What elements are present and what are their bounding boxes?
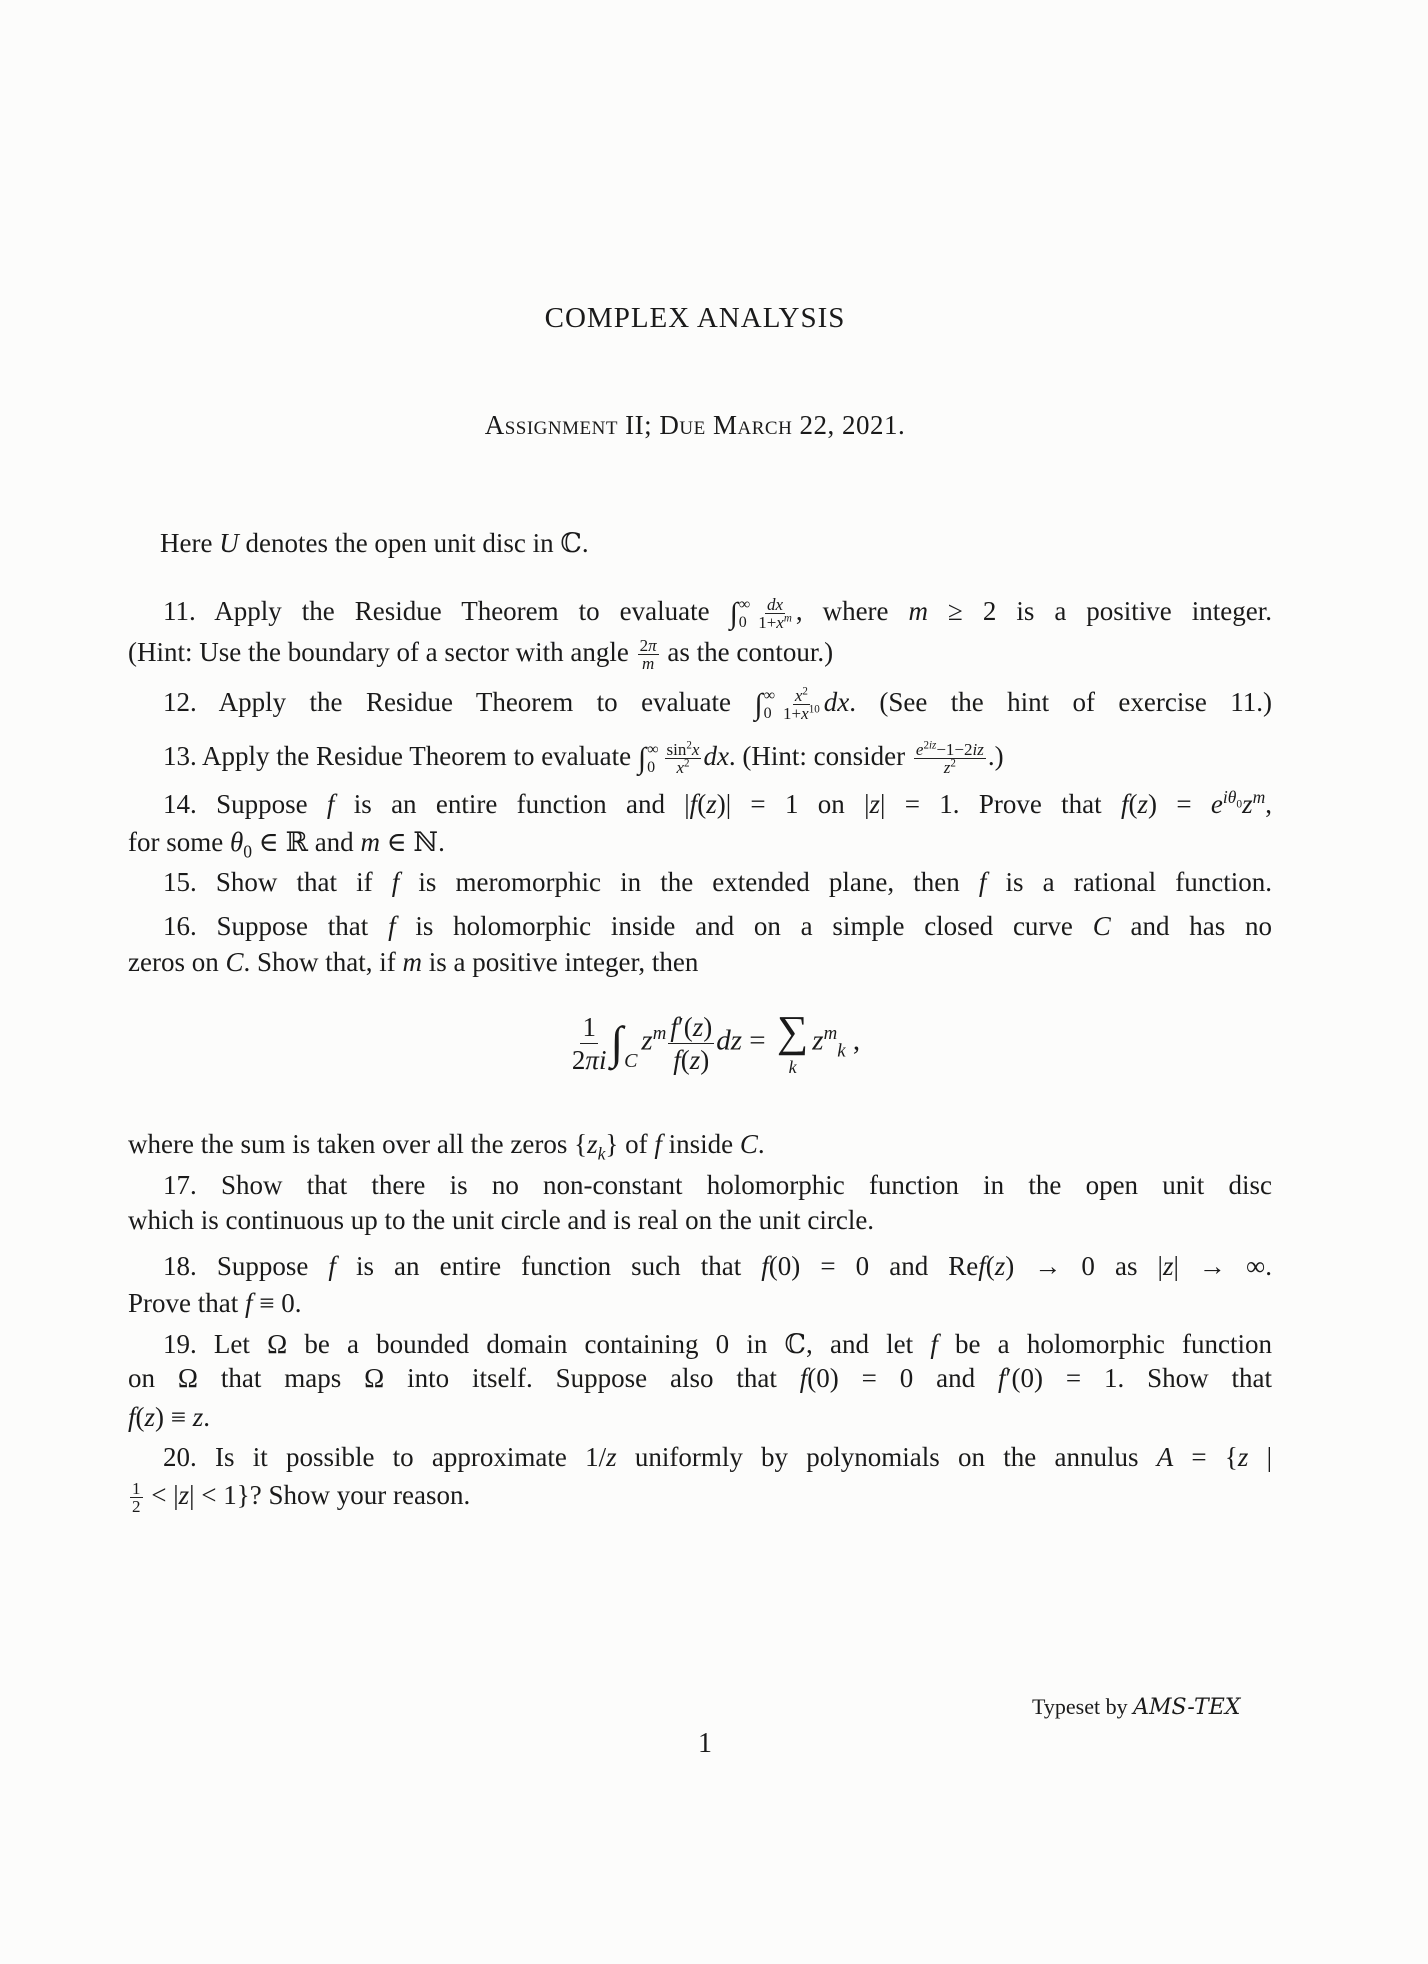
lower-limit: 0 bbox=[763, 704, 772, 722]
text: (0) = 0 and Re bbox=[768, 1251, 979, 1281]
problem-16-line-3 bbox=[128, 1126, 1272, 1162]
integral-sign-icon: ∫ bbox=[610, 1017, 624, 1068]
math-variable: z bbox=[641, 1024, 653, 1057]
text: ( bbox=[680, 1044, 690, 1075]
math-variable: z bbox=[587, 1129, 598, 1159]
text: , where bbox=[795, 596, 909, 626]
math-variable: m bbox=[652, 1023, 667, 1044]
math-variable: m bbox=[360, 827, 380, 857]
math-variable: z bbox=[869, 789, 881, 819]
text: on Ω that maps Ω into itself. Suppose also that bbox=[128, 1363, 800, 1393]
math-variable: f bbox=[391, 867, 400, 897]
denominator bbox=[674, 759, 691, 776]
math-variable: f bbox=[673, 1044, 681, 1075]
denominator bbox=[756, 614, 794, 631]
math-variable: m bbox=[1252, 787, 1266, 807]
text: ≡ 0. bbox=[252, 1288, 302, 1318]
problem-18-line-1 bbox=[163, 1248, 1272, 1284]
text: is an entire function such that bbox=[335, 1251, 762, 1281]
math-variable: C bbox=[739, 1129, 758, 1159]
problem-17-line-2 bbox=[128, 1202, 1272, 1238]
superscript bbox=[653, 1023, 667, 1044]
text: = bbox=[742, 1024, 773, 1057]
text: uniformly by polynomials on the annulus bbox=[616, 1442, 1157, 1472]
math-variable: z bbox=[706, 789, 717, 819]
upper-limit: ∞ bbox=[763, 686, 776, 704]
display-equation bbox=[0, 1007, 1428, 1077]
sigma-sign-icon: ∑ bbox=[776, 1007, 809, 1056]
integral-sign-icon: ∫ bbox=[754, 687, 763, 721]
math-variable: dz bbox=[716, 1024, 743, 1057]
text: for some bbox=[128, 827, 230, 857]
text: 2 bbox=[923, 739, 929, 752]
text: ∈ ℕ. bbox=[379, 827, 445, 857]
math-variable: x bbox=[691, 740, 700, 760]
text: )| = 1 on | bbox=[716, 789, 870, 819]
text: 2 bbox=[132, 1497, 141, 1517]
denominator bbox=[130, 1498, 143, 1515]
math-variable: π bbox=[648, 636, 657, 656]
problem-19-line-1 bbox=[163, 1326, 1272, 1362]
problem-19-line-2 bbox=[128, 1360, 1272, 1396]
text: ′(0) = 1. Show that bbox=[1005, 1363, 1272, 1393]
text: 1+ bbox=[758, 613, 777, 633]
text: , bbox=[845, 1024, 861, 1057]
text: 2 bbox=[639, 636, 649, 656]
math-variable: U bbox=[219, 528, 239, 558]
text: ) = bbox=[1148, 789, 1211, 819]
text: is a rational function. bbox=[986, 867, 1273, 897]
text: 14. Suppose bbox=[163, 789, 327, 819]
upper-limit: ∞ bbox=[738, 595, 751, 613]
text: is an entire function and | bbox=[334, 789, 690, 819]
text: (Hint: Use the boundary of a sector with angle bbox=[128, 637, 636, 667]
text: 17. Show that there is no non-constant holomorphic function in the open unit disc bbox=[163, 1170, 1272, 1200]
fraction bbox=[914, 741, 986, 776]
text: ( bbox=[1128, 789, 1138, 819]
typeset-note bbox=[1032, 1694, 1240, 1720]
math-variable: x bbox=[794, 686, 803, 706]
problem-12 bbox=[163, 684, 1272, 723]
text: and has no bbox=[1110, 911, 1272, 941]
superscript bbox=[950, 758, 956, 770]
text: 16. Suppose that bbox=[163, 911, 389, 941]
math-variable: z bbox=[192, 1402, 204, 1432]
math-variable: f bbox=[244, 1288, 253, 1318]
text: , bbox=[1265, 789, 1272, 819]
text: is holomorphic inside and on a simple closed curve bbox=[395, 911, 1093, 941]
denominator bbox=[942, 759, 958, 776]
math-variable: f bbox=[654, 1129, 662, 1159]
integral-limits bbox=[739, 597, 750, 631]
lower-limit: 0 bbox=[647, 758, 656, 776]
text: ) bbox=[703, 1011, 713, 1042]
denominator bbox=[640, 655, 656, 672]
text: . bbox=[757, 1129, 765, 1159]
text: 15. Show that if bbox=[163, 867, 392, 897]
fraction bbox=[756, 596, 794, 631]
text: . Show that, if bbox=[243, 947, 403, 977]
text: 2 bbox=[950, 757, 956, 770]
problem-13 bbox=[163, 738, 1272, 777]
superscript bbox=[824, 1023, 838, 1044]
math-variable: iθ bbox=[1222, 787, 1237, 807]
math-variable: z bbox=[689, 1044, 701, 1075]
superscript bbox=[809, 704, 820, 716]
subscript bbox=[837, 1040, 845, 1061]
page-number: 1 bbox=[698, 1728, 712, 1759]
math-variable: f bbox=[1121, 789, 1129, 819]
math-variable: e bbox=[915, 740, 924, 760]
math-variable: z bbox=[1137, 789, 1149, 819]
text: is meromorphic in the extended plane, then bbox=[399, 867, 979, 897]
text: 18. Suppose bbox=[163, 1251, 329, 1281]
sum-index: k bbox=[788, 1057, 797, 1077]
math-variable: f bbox=[128, 1402, 136, 1432]
numerator bbox=[765, 596, 785, 614]
text: where the sum is taken over all the zeros { bbox=[128, 1129, 588, 1159]
math-variable: dx bbox=[823, 687, 850, 717]
problem-16-line-1 bbox=[163, 908, 1272, 944]
text: ) → 0 as | bbox=[1005, 1251, 1163, 1281]
text: . bbox=[203, 1402, 211, 1432]
math-variable: dx bbox=[703, 741, 729, 771]
text: as the contour.) bbox=[660, 637, 834, 667]
math-variable: dx bbox=[766, 595, 784, 615]
numerator bbox=[665, 741, 702, 759]
math-variable: x bbox=[776, 613, 784, 633]
math-variable: f bbox=[761, 1251, 769, 1281]
text: ∈ ℝ and bbox=[252, 827, 361, 857]
text: ( bbox=[135, 1402, 145, 1432]
math-variable: m bbox=[908, 596, 929, 626]
superscript bbox=[1253, 787, 1266, 807]
superscript bbox=[784, 613, 792, 625]
text: | < 1}? Show your reason. bbox=[189, 1480, 471, 1510]
text: | → ∞. bbox=[1173, 1251, 1272, 1281]
text: Prove that bbox=[128, 1288, 245, 1318]
math-variable: A bbox=[1156, 1442, 1174, 1472]
lower-limit: C bbox=[624, 1050, 638, 1072]
math-variable: z bbox=[1162, 1251, 1174, 1281]
math-variable: πi bbox=[585, 1044, 607, 1075]
text: 0 bbox=[1236, 798, 1243, 811]
text: zeros on bbox=[128, 947, 226, 977]
math-variable: f bbox=[328, 1251, 336, 1281]
text: | bbox=[1248, 1442, 1273, 1472]
math-variable: f bbox=[978, 867, 987, 897]
numerator bbox=[130, 1480, 143, 1498]
math-variable: z bbox=[144, 1402, 156, 1432]
text: 10 bbox=[808, 703, 820, 716]
math-variable: x bbox=[801, 704, 809, 724]
text: is a positive integer, then bbox=[421, 947, 699, 977]
problem-20-line-2 bbox=[128, 1477, 1272, 1515]
text: = { bbox=[1173, 1442, 1238, 1472]
text: 12. Apply the Residue Theorem to evaluate bbox=[163, 687, 755, 717]
math-variable: C bbox=[225, 947, 244, 977]
text: 19. Let Ω be a bounded domain containing 0 in ℂ, and let bbox=[163, 1329, 931, 1359]
math-variable: C bbox=[1092, 911, 1111, 941]
problem-18-line-2 bbox=[128, 1285, 1272, 1321]
math-variable: z bbox=[606, 1442, 617, 1472]
text: denotes the open unit disc in ℂ. bbox=[238, 528, 589, 558]
text: ) ≡ bbox=[155, 1402, 193, 1432]
math-variable: f bbox=[388, 911, 396, 941]
math-variable: f bbox=[326, 789, 335, 819]
text: 1 bbox=[582, 1011, 596, 1042]
problem-14-line-2 bbox=[128, 824, 1272, 860]
text: ′( bbox=[677, 1011, 693, 1042]
integral-limits bbox=[647, 742, 658, 776]
fraction bbox=[668, 1011, 714, 1076]
math-variable: m bbox=[823, 1023, 838, 1044]
math-variable: z bbox=[1237, 1442, 1249, 1472]
problem-11-line-1 bbox=[163, 593, 1272, 632]
problem-19-line-3 bbox=[128, 1399, 1272, 1435]
text: 13. Apply the Residue Theorem to evaluate bbox=[163, 741, 638, 771]
math-variable: f bbox=[978, 1251, 986, 1281]
math-variable: f bbox=[930, 1329, 938, 1359]
text: sin bbox=[666, 740, 687, 760]
math-variable: z bbox=[812, 1024, 824, 1057]
integral bbox=[638, 741, 659, 777]
math-variable: z bbox=[178, 1480, 190, 1510]
summation bbox=[776, 1007, 809, 1077]
superscript bbox=[1222, 787, 1243, 811]
numerator bbox=[580, 1011, 598, 1044]
text: ( bbox=[697, 789, 707, 819]
intro-line bbox=[160, 525, 1304, 561]
text: 2 bbox=[571, 1044, 586, 1075]
assignment-subtitle: Assignment II; Due March 22, 2021. bbox=[484, 410, 906, 440]
typeset-label: Typeset by bbox=[1032, 1694, 1134, 1719]
integral-limits bbox=[624, 1015, 637, 1071]
text: ) bbox=[700, 1044, 710, 1075]
superscript bbox=[684, 758, 690, 770]
text: < | bbox=[144, 1480, 179, 1510]
math-variable: iz bbox=[972, 740, 984, 760]
math-variable: z bbox=[692, 1011, 704, 1042]
math-variable: θ bbox=[229, 827, 244, 857]
text: . (See the hint of exercise 11.) bbox=[849, 687, 1272, 717]
text: 11. Apply the Residue Theorem to evaluate bbox=[163, 596, 730, 626]
text: 2 bbox=[802, 685, 808, 698]
text: ≥ 2 is a positive integer. bbox=[928, 596, 1273, 626]
math-variable: m bbox=[641, 654, 655, 674]
problem-20-line-1 bbox=[163, 1439, 1272, 1475]
math-variable: iz bbox=[928, 739, 937, 752]
math-variable: f bbox=[998, 1363, 1006, 1393]
math-variable: m bbox=[783, 612, 792, 625]
numerator bbox=[793, 687, 810, 705]
text: 0 bbox=[243, 841, 253, 862]
problem-16-line-2 bbox=[128, 944, 1272, 980]
math-variable: m bbox=[402, 947, 422, 977]
text: 2 bbox=[686, 739, 692, 752]
text: | = 1. Prove that bbox=[880, 789, 1121, 819]
problem-17-line-1 bbox=[163, 1167, 1272, 1203]
text: 2 bbox=[683, 757, 690, 770]
integral bbox=[730, 596, 751, 632]
numerator bbox=[638, 637, 659, 655]
text: 20. Is it possible to approximate 1/ bbox=[163, 1442, 607, 1472]
text: ( bbox=[985, 1251, 995, 1281]
text: } of bbox=[605, 1129, 655, 1159]
denominator bbox=[781, 705, 822, 722]
fraction bbox=[570, 1011, 609, 1076]
text: 1+ bbox=[783, 704, 802, 724]
numerator bbox=[668, 1011, 714, 1044]
integral-sign-icon: ∫ bbox=[729, 596, 738, 630]
math-variable: k bbox=[597, 1143, 606, 1164]
text: .) bbox=[987, 741, 1004, 771]
integral bbox=[610, 1013, 637, 1073]
text: 1 bbox=[132, 1479, 141, 1499]
integral-limits bbox=[764, 688, 775, 722]
text: which is continuous up to the unit circle and is real on the unit circle. bbox=[128, 1205, 875, 1235]
subscript bbox=[243, 841, 252, 861]
text: (0) = 0 and bbox=[807, 1363, 999, 1393]
text: be a holomorphic function bbox=[937, 1329, 1272, 1359]
math-variable: f bbox=[670, 1011, 678, 1042]
problem-15 bbox=[163, 864, 1272, 900]
integral bbox=[754, 687, 775, 723]
text: inside bbox=[661, 1129, 740, 1159]
math-variable: f bbox=[689, 789, 698, 819]
text: Here bbox=[160, 528, 220, 558]
fraction bbox=[781, 687, 822, 722]
numerator bbox=[914, 741, 986, 759]
problem-14-line-1 bbox=[163, 786, 1272, 822]
problem-11-hint bbox=[128, 634, 1272, 672]
math-variable: k bbox=[837, 1040, 846, 1062]
ams-tex-logo: AMS-TEX bbox=[1133, 1695, 1241, 1720]
denominator bbox=[570, 1044, 609, 1076]
text: −1−2 bbox=[936, 740, 973, 760]
math-variable: z bbox=[943, 758, 951, 778]
math-variable: e bbox=[1210, 789, 1223, 819]
superscript bbox=[923, 740, 936, 752]
lower-limit: 0 bbox=[738, 613, 747, 631]
integral-sign-icon: ∫ bbox=[637, 741, 647, 775]
math-variable: x bbox=[676, 758, 684, 778]
fraction bbox=[638, 637, 659, 672]
math-variable: z bbox=[1242, 789, 1253, 819]
upper-limit: ∞ bbox=[647, 740, 659, 758]
document-title: COMPLEX ANALYSIS bbox=[544, 302, 846, 334]
denominator bbox=[671, 1044, 711, 1076]
superscript bbox=[802, 686, 808, 698]
fraction bbox=[665, 741, 702, 776]
math-variable: z bbox=[994, 1251, 1006, 1281]
text: . (Hint: consider bbox=[728, 741, 912, 771]
fraction bbox=[130, 1480, 143, 1515]
math-variable: f bbox=[799, 1363, 808, 1393]
